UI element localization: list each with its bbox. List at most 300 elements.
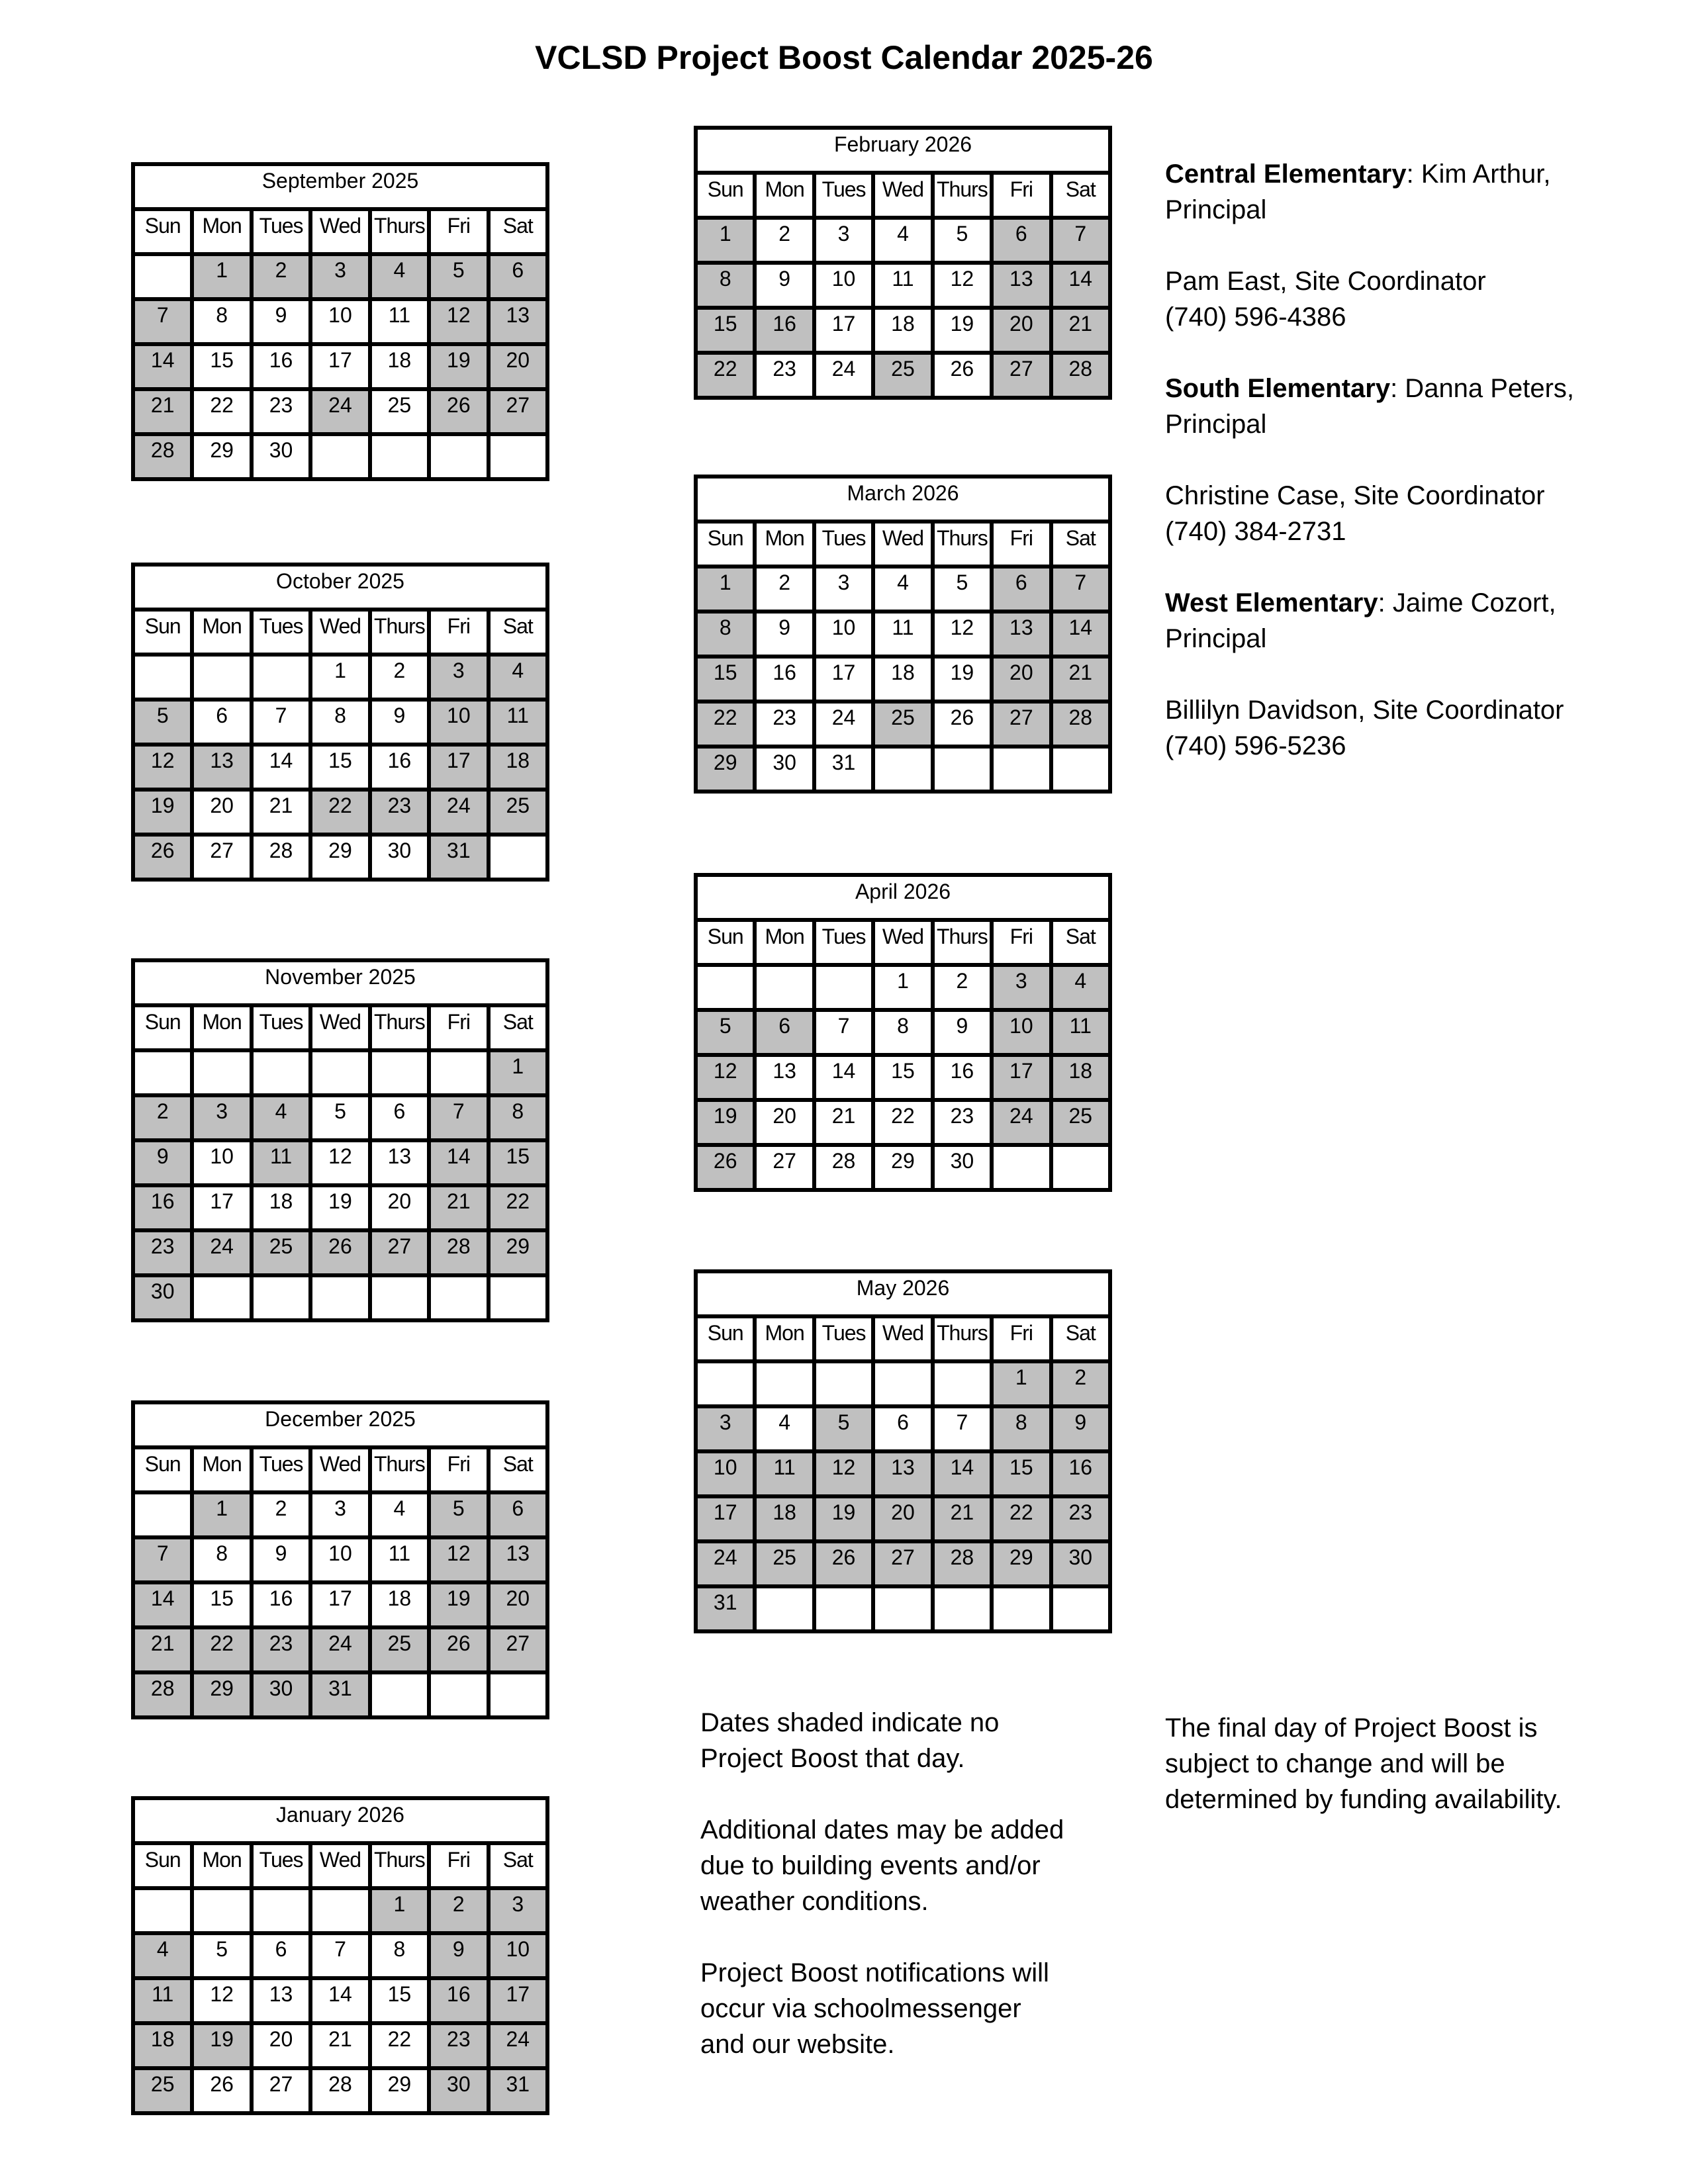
day-cell-shaded: 2 bbox=[429, 1888, 488, 1933]
empty-cell bbox=[755, 965, 814, 1010]
day-cell-shaded: 21 bbox=[933, 1496, 992, 1541]
day-cell-shaded: 15 bbox=[696, 657, 755, 702]
weekday-header: Sat bbox=[489, 1447, 547, 1492]
day-cell-shaded: 22 bbox=[696, 353, 755, 398]
day-cell-shaded: 6 bbox=[992, 567, 1051, 612]
weekday-header: Sat bbox=[489, 1843, 547, 1888]
day-cell-shaded: 16 bbox=[429, 1978, 488, 2023]
day-cell: 17 bbox=[814, 657, 873, 702]
day-cell: 28 bbox=[310, 2068, 369, 2113]
empty-cell bbox=[252, 1050, 310, 1095]
day-cell: 8 bbox=[873, 1010, 932, 1055]
weekday-header: Tues bbox=[814, 920, 873, 965]
day-cell-shaded: 8 bbox=[696, 263, 755, 308]
weekday-header: Sat bbox=[489, 610, 547, 655]
day-cell: 10 bbox=[192, 1140, 251, 1185]
day-cell: 18 bbox=[252, 1185, 310, 1230]
day-cell-shaded: 22 bbox=[310, 790, 369, 835]
day-cell-shaded: 1 bbox=[192, 254, 251, 299]
day-cell: 31 bbox=[814, 747, 873, 792]
day-cell-shaded: 7 bbox=[1051, 567, 1110, 612]
weekday-header: Fri bbox=[992, 1316, 1051, 1361]
day-cell-shaded: 23 bbox=[429, 2023, 488, 2068]
weekday-header: Mon bbox=[755, 173, 814, 218]
coordinator-west bbox=[1165, 692, 1628, 764]
day-cell-shaded: 29 bbox=[489, 1230, 547, 1275]
day-cell: 12 bbox=[192, 1978, 251, 2023]
day-cell: 26 bbox=[933, 702, 992, 747]
day-cell-shaded: 22 bbox=[489, 1185, 547, 1230]
empty-cell bbox=[992, 1586, 1051, 1631]
weekday-header: Fri bbox=[992, 522, 1051, 567]
empty-cell bbox=[370, 1275, 429, 1320]
day-cell-shaded: 2 bbox=[133, 1095, 192, 1140]
day-cell-shaded: 11 bbox=[133, 1978, 192, 2023]
day-cell-shaded: 11 bbox=[755, 1451, 814, 1496]
day-cell-shaded: 4 bbox=[1051, 965, 1110, 1010]
coordinator-central bbox=[1165, 263, 1628, 335]
day-cell-shaded: 13 bbox=[992, 612, 1051, 657]
day-cell: 15 bbox=[192, 1582, 251, 1627]
day-cell-shaded: 13 bbox=[489, 1537, 547, 1582]
weekday-header: Sat bbox=[1051, 1316, 1110, 1361]
weekday-header: Fri bbox=[429, 209, 488, 254]
weekday-header: Sun bbox=[696, 173, 755, 218]
weekday-header: Wed bbox=[310, 1447, 369, 1492]
day-cell-shaded: 12 bbox=[429, 1537, 488, 1582]
day-cell-shaded: 14 bbox=[133, 1582, 192, 1627]
day-cell-shaded: 5 bbox=[696, 1010, 755, 1055]
day-cell-shaded: 14 bbox=[933, 1451, 992, 1496]
empty-cell bbox=[489, 434, 547, 479]
empty-cell bbox=[696, 1361, 755, 1406]
day-cell-shaded: 28 bbox=[133, 1672, 192, 1717]
month-title: December 2025 bbox=[133, 1402, 547, 1447]
empty-cell bbox=[252, 655, 310, 700]
day-cell: 7 bbox=[814, 1010, 873, 1055]
day-cell-shaded: 29 bbox=[696, 747, 755, 792]
day-cell-shaded: 19 bbox=[814, 1496, 873, 1541]
day-cell: 6 bbox=[252, 1933, 310, 1978]
weekday-header: Wed bbox=[310, 610, 369, 655]
day-cell-shaded: 4 bbox=[252, 1095, 310, 1140]
empty-cell bbox=[992, 747, 1051, 792]
day-cell-shaded: 26 bbox=[133, 835, 192, 880]
empty-cell bbox=[489, 835, 547, 880]
weekday-header: Mon bbox=[192, 1843, 251, 1888]
day-cell-shaded: 27 bbox=[992, 353, 1051, 398]
day-cell-shaded: 18 bbox=[489, 745, 547, 790]
day-cell-shaded: 26 bbox=[814, 1541, 873, 1586]
day-cell-shaded: 10 bbox=[696, 1451, 755, 1496]
empty-cell bbox=[370, 1672, 429, 1717]
note-notifications: Project Boost notifications will occur via schoolmessenger and our website. bbox=[700, 1958, 1049, 2059]
day-cell-shaded: 24 bbox=[696, 1541, 755, 1586]
day-cell: 2 bbox=[755, 567, 814, 612]
day-cell-shaded: 23 bbox=[1051, 1496, 1110, 1541]
day-cell-shaded: 7 bbox=[133, 299, 192, 344]
day-cell-shaded: 6 bbox=[755, 1010, 814, 1055]
month-calendar bbox=[131, 1400, 549, 1719]
day-cell-shaded: 20 bbox=[992, 657, 1051, 702]
day-cell: 26 bbox=[933, 353, 992, 398]
day-cell: 12 bbox=[310, 1140, 369, 1185]
day-cell: 15 bbox=[873, 1055, 932, 1100]
day-cell-shaded: 29 bbox=[192, 1672, 251, 1717]
day-cell-shaded: 11 bbox=[489, 700, 547, 745]
principal: : Kim Arthur, Principal bbox=[1165, 159, 1551, 224]
day-cell-shaded: 26 bbox=[696, 1145, 755, 1190]
weekday-header: Sun bbox=[133, 610, 192, 655]
day-cell: 22 bbox=[370, 2023, 429, 2068]
day-cell-shaded: 6 bbox=[489, 254, 547, 299]
day-cell: 9 bbox=[755, 263, 814, 308]
weekday-header: Tues bbox=[252, 1843, 310, 1888]
note-shaded: Dates shaded indicate no Project Boost that day. bbox=[700, 1708, 1000, 1773]
day-cell-shaded: 25 bbox=[252, 1230, 310, 1275]
day-cell: 30 bbox=[933, 1145, 992, 1190]
day-cell-shaded: 22 bbox=[696, 702, 755, 747]
contact-south bbox=[1165, 371, 1628, 442]
day-cell: 20 bbox=[755, 1100, 814, 1145]
day-cell-shaded: 24 bbox=[992, 1100, 1051, 1145]
day-cell: 6 bbox=[370, 1095, 429, 1140]
day-cell-shaded: 10 bbox=[429, 700, 488, 745]
day-cell: 22 bbox=[192, 389, 251, 434]
month-calendar bbox=[694, 873, 1112, 1192]
day-cell: 23 bbox=[252, 389, 310, 434]
month-calendar bbox=[131, 1796, 549, 2115]
empty-cell bbox=[814, 1586, 873, 1631]
month-title: November 2025 bbox=[133, 960, 547, 1005]
day-cell-shaded: 25 bbox=[489, 790, 547, 835]
day-cell: 11 bbox=[873, 263, 932, 308]
weekday-header: Thurs bbox=[370, 1447, 429, 1492]
day-cell-shaded: 26 bbox=[429, 389, 488, 434]
day-cell-shaded: 15 bbox=[489, 1140, 547, 1185]
month-calendar bbox=[694, 1269, 1112, 1633]
day-cell: 16 bbox=[252, 1582, 310, 1627]
empty-cell bbox=[310, 1050, 369, 1095]
weekday-header: Thurs bbox=[370, 209, 429, 254]
day-cell-shaded: 19 bbox=[192, 2023, 251, 2068]
day-cell-shaded: 17 bbox=[489, 1978, 547, 2023]
day-cell: 19 bbox=[933, 308, 992, 353]
empty-cell bbox=[429, 1275, 488, 1320]
day-cell-shaded: 2 bbox=[252, 254, 310, 299]
day-cell-shaded: 9 bbox=[429, 1933, 488, 1978]
day-cell-shaded: 30 bbox=[252, 1672, 310, 1717]
empty-cell bbox=[1051, 1586, 1110, 1631]
month-calendar bbox=[694, 126, 1112, 400]
day-cell-shaded: 14 bbox=[1051, 612, 1110, 657]
day-cell: 27 bbox=[252, 2068, 310, 2113]
day-cell-shaded: 22 bbox=[192, 1627, 251, 1672]
day-cell: 30 bbox=[252, 434, 310, 479]
empty-cell bbox=[755, 1361, 814, 1406]
day-cell-shaded: 28 bbox=[1051, 702, 1110, 747]
final-day-note: The final day of Project Boost is subject to change and will be determined by funding availability. bbox=[1165, 1713, 1562, 1814]
empty-cell bbox=[992, 1145, 1051, 1190]
weekday-header: Fri bbox=[429, 1005, 488, 1050]
weekday-header: Fri bbox=[992, 173, 1051, 218]
day-cell-shaded: 23 bbox=[370, 790, 429, 835]
day-cell: 20 bbox=[252, 2023, 310, 2068]
day-cell-shaded: 12 bbox=[429, 299, 488, 344]
day-cell-shaded: 3 bbox=[992, 965, 1051, 1010]
day-cell: 17 bbox=[192, 1185, 251, 1230]
day-cell-shaded: 1 bbox=[696, 218, 755, 263]
month-title: March 2026 bbox=[696, 477, 1110, 522]
empty-cell bbox=[310, 1275, 369, 1320]
month-title: October 2025 bbox=[133, 565, 547, 610]
day-cell-shaded: 19 bbox=[133, 790, 192, 835]
day-cell: 21 bbox=[814, 1100, 873, 1145]
day-cell: 10 bbox=[814, 612, 873, 657]
day-cell: 2 bbox=[755, 218, 814, 263]
weekday-header: Tues bbox=[252, 610, 310, 655]
day-cell-shaded: 7 bbox=[429, 1095, 488, 1140]
day-cell-shaded: 10 bbox=[992, 1010, 1051, 1055]
day-cell-shaded: 20 bbox=[873, 1496, 932, 1541]
day-cell-shaded: 22 bbox=[992, 1496, 1051, 1541]
empty-cell bbox=[696, 965, 755, 1010]
day-cell-shaded: 5 bbox=[814, 1406, 873, 1451]
day-cell-shaded: 6 bbox=[489, 1492, 547, 1537]
day-cell: 7 bbox=[933, 1406, 992, 1451]
day-cell-shaded: 7 bbox=[133, 1537, 192, 1582]
weekday-header: Fri bbox=[992, 920, 1051, 965]
empty-cell bbox=[933, 747, 992, 792]
day-cell: 28 bbox=[814, 1145, 873, 1190]
contact-central bbox=[1165, 156, 1628, 228]
day-cell-shaded: 5 bbox=[429, 1492, 488, 1537]
day-cell-shaded: 12 bbox=[814, 1451, 873, 1496]
empty-cell bbox=[429, 1050, 488, 1095]
empty-cell bbox=[1051, 1145, 1110, 1190]
day-cell: 18 bbox=[873, 657, 932, 702]
day-cell-shaded: 25 bbox=[370, 1627, 429, 1672]
empty-cell bbox=[489, 1672, 547, 1717]
day-cell: 16 bbox=[252, 344, 310, 389]
weekday-header: Sun bbox=[133, 1447, 192, 1492]
day-cell: 29 bbox=[192, 434, 251, 479]
school-name: West Elementary bbox=[1165, 588, 1378, 617]
month-calendar bbox=[694, 475, 1112, 794]
day-cell-shaded: 5 bbox=[429, 254, 488, 299]
day-cell-shaded: 25 bbox=[873, 702, 932, 747]
weekday-header: Tues bbox=[814, 1316, 873, 1361]
day-cell-shaded: 14 bbox=[429, 1140, 488, 1185]
month-title: February 2026 bbox=[696, 128, 1110, 173]
weekday-header: Sat bbox=[1051, 522, 1110, 567]
day-cell: 4 bbox=[873, 567, 932, 612]
empty-cell bbox=[133, 1492, 192, 1537]
month-calendar bbox=[131, 162, 549, 481]
day-cell: 9 bbox=[370, 700, 429, 745]
day-cell-shaded: 4 bbox=[133, 1933, 192, 1978]
empty-cell bbox=[873, 747, 932, 792]
contacts bbox=[1165, 156, 1628, 799]
day-cell-shaded: 28 bbox=[133, 434, 192, 479]
day-cell-shaded: 12 bbox=[696, 1055, 755, 1100]
day-cell-shaded: 18 bbox=[755, 1496, 814, 1541]
empty-cell bbox=[310, 1888, 369, 1933]
day-cell-shaded: 16 bbox=[755, 308, 814, 353]
day-cell: 17 bbox=[814, 308, 873, 353]
day-cell: 3 bbox=[814, 218, 873, 263]
day-cell-shaded: 5 bbox=[133, 700, 192, 745]
day-cell: 11 bbox=[873, 612, 932, 657]
day-cell: 14 bbox=[310, 1978, 369, 2023]
day-cell: 8 bbox=[310, 700, 369, 745]
empty-cell bbox=[133, 1050, 192, 1095]
day-cell: 21 bbox=[252, 790, 310, 835]
empty-cell bbox=[192, 1275, 251, 1320]
day-cell: 16 bbox=[933, 1055, 992, 1100]
day-cell: 23 bbox=[755, 353, 814, 398]
empty-cell bbox=[192, 1050, 251, 1095]
day-cell: 5 bbox=[310, 1095, 369, 1140]
weekday-header: Fri bbox=[429, 610, 488, 655]
empty-cell bbox=[370, 434, 429, 479]
weekday-header: Tues bbox=[814, 173, 873, 218]
day-cell: 15 bbox=[370, 1978, 429, 2023]
day-cell-shaded: 9 bbox=[1051, 1406, 1110, 1451]
day-cell: 3 bbox=[814, 567, 873, 612]
day-cell-shaded: 18 bbox=[133, 2023, 192, 2068]
day-cell: 26 bbox=[192, 2068, 251, 2113]
day-cell-shaded: 20 bbox=[992, 308, 1051, 353]
weekday-header: Thurs bbox=[370, 1843, 429, 1888]
empty-cell bbox=[370, 1050, 429, 1095]
day-cell: 8 bbox=[192, 1537, 251, 1582]
day-cell: 9 bbox=[252, 299, 310, 344]
weekday-header: Fri bbox=[429, 1447, 488, 1492]
day-cell-shaded: 24 bbox=[429, 790, 488, 835]
phone: (740) 384-2731 bbox=[1165, 517, 1346, 546]
weekday-header: Sun bbox=[696, 920, 755, 965]
day-cell-shaded: 3 bbox=[696, 1406, 755, 1451]
phone: (740) 596-5236 bbox=[1165, 731, 1346, 760]
day-cell: 10 bbox=[310, 1537, 369, 1582]
day-cell: 22 bbox=[873, 1100, 932, 1145]
empty-cell bbox=[133, 1888, 192, 1933]
day-cell-shaded: 2 bbox=[1051, 1361, 1110, 1406]
coordinator-south bbox=[1165, 478, 1628, 549]
day-cell-shaded: 30 bbox=[1051, 1541, 1110, 1586]
day-cell-shaded: 27 bbox=[873, 1541, 932, 1586]
empty-cell bbox=[429, 1672, 488, 1717]
day-cell: 16 bbox=[370, 745, 429, 790]
day-cell: 23 bbox=[755, 702, 814, 747]
day-cell: 20 bbox=[370, 1185, 429, 1230]
day-cell-shaded: 3 bbox=[310, 254, 369, 299]
empty-cell bbox=[933, 1361, 992, 1406]
coordinator: Billilyn Davidson, Site Coordinator bbox=[1165, 696, 1564, 725]
day-cell: 29 bbox=[370, 2068, 429, 2113]
notes bbox=[700, 1705, 1071, 2098]
month-title: April 2026 bbox=[696, 875, 1110, 920]
day-cell: 16 bbox=[755, 657, 814, 702]
weekday-header: Mon bbox=[755, 522, 814, 567]
empty-cell bbox=[192, 1888, 251, 1933]
day-cell-shaded: 31 bbox=[489, 2068, 547, 2113]
day-cell: 30 bbox=[370, 835, 429, 880]
weekday-header: Mon bbox=[755, 1316, 814, 1361]
weekday-header: Thurs bbox=[933, 173, 992, 218]
day-cell: 11 bbox=[370, 1537, 429, 1582]
day-cell-shaded: 28 bbox=[429, 1230, 488, 1275]
day-cell-shaded: 14 bbox=[1051, 263, 1110, 308]
day-cell: 20 bbox=[192, 790, 251, 835]
weekday-header: Wed bbox=[310, 1843, 369, 1888]
day-cell-shaded: 31 bbox=[429, 835, 488, 880]
day-cell-shaded: 27 bbox=[489, 1627, 547, 1672]
day-cell: 5 bbox=[933, 567, 992, 612]
day-cell-shaded: 27 bbox=[992, 702, 1051, 747]
empty-cell bbox=[1051, 747, 1110, 792]
day-cell: 8 bbox=[192, 299, 251, 344]
day-cell-shaded: 3 bbox=[192, 1095, 251, 1140]
day-cell: 18 bbox=[873, 308, 932, 353]
empty-cell bbox=[814, 965, 873, 1010]
day-cell: 11 bbox=[370, 299, 429, 344]
day-cell-shaded: 17 bbox=[696, 1496, 755, 1541]
day-cell-shaded: 1 bbox=[370, 1888, 429, 1933]
day-cell-shaded: 24 bbox=[310, 1627, 369, 1672]
day-cell: 24 bbox=[814, 702, 873, 747]
month-calendar bbox=[131, 563, 549, 882]
weekday-header: Mon bbox=[192, 1447, 251, 1492]
weekday-header: Sat bbox=[489, 1005, 547, 1050]
day-cell: 1 bbox=[310, 655, 369, 700]
day-cell-shaded: 18 bbox=[1051, 1055, 1110, 1100]
phone: (740) 596-4386 bbox=[1165, 302, 1346, 332]
day-cell: 23 bbox=[933, 1100, 992, 1145]
day-cell: 2 bbox=[933, 965, 992, 1010]
day-cell-shaded: 1 bbox=[696, 567, 755, 612]
day-cell-shaded: 4 bbox=[370, 254, 429, 299]
day-cell: 13 bbox=[755, 1055, 814, 1100]
day-cell-shaded: 21 bbox=[133, 389, 192, 434]
day-cell-shaded: 13 bbox=[192, 745, 251, 790]
empty-cell bbox=[429, 434, 488, 479]
day-cell-shaded: 20 bbox=[489, 1582, 547, 1627]
day-cell: 5 bbox=[192, 1933, 251, 1978]
day-cell-shaded: 1 bbox=[192, 1492, 251, 1537]
weekday-header: Sun bbox=[696, 1316, 755, 1361]
day-cell-shaded: 11 bbox=[1051, 1010, 1110, 1055]
day-cell: 3 bbox=[310, 1492, 369, 1537]
day-cell: 15 bbox=[310, 745, 369, 790]
empty-cell bbox=[933, 1586, 992, 1631]
month-title: September 2025 bbox=[133, 164, 547, 209]
day-cell-shaded: 7 bbox=[1051, 218, 1110, 263]
empty-cell bbox=[814, 1361, 873, 1406]
weekday-header: Fri bbox=[429, 1843, 488, 1888]
day-cell-shaded: 19 bbox=[429, 344, 488, 389]
day-cell-shaded: 23 bbox=[252, 1627, 310, 1672]
weekday-header: Mon bbox=[192, 1005, 251, 1050]
day-cell-shaded: 21 bbox=[1051, 657, 1110, 702]
day-cell-shaded: 12 bbox=[133, 745, 192, 790]
day-cell: 17 bbox=[310, 344, 369, 389]
day-cell: 7 bbox=[310, 1933, 369, 1978]
school-name: Central Elementary bbox=[1165, 159, 1407, 189]
day-cell-shaded: 16 bbox=[1051, 1451, 1110, 1496]
day-cell: 27 bbox=[192, 835, 251, 880]
